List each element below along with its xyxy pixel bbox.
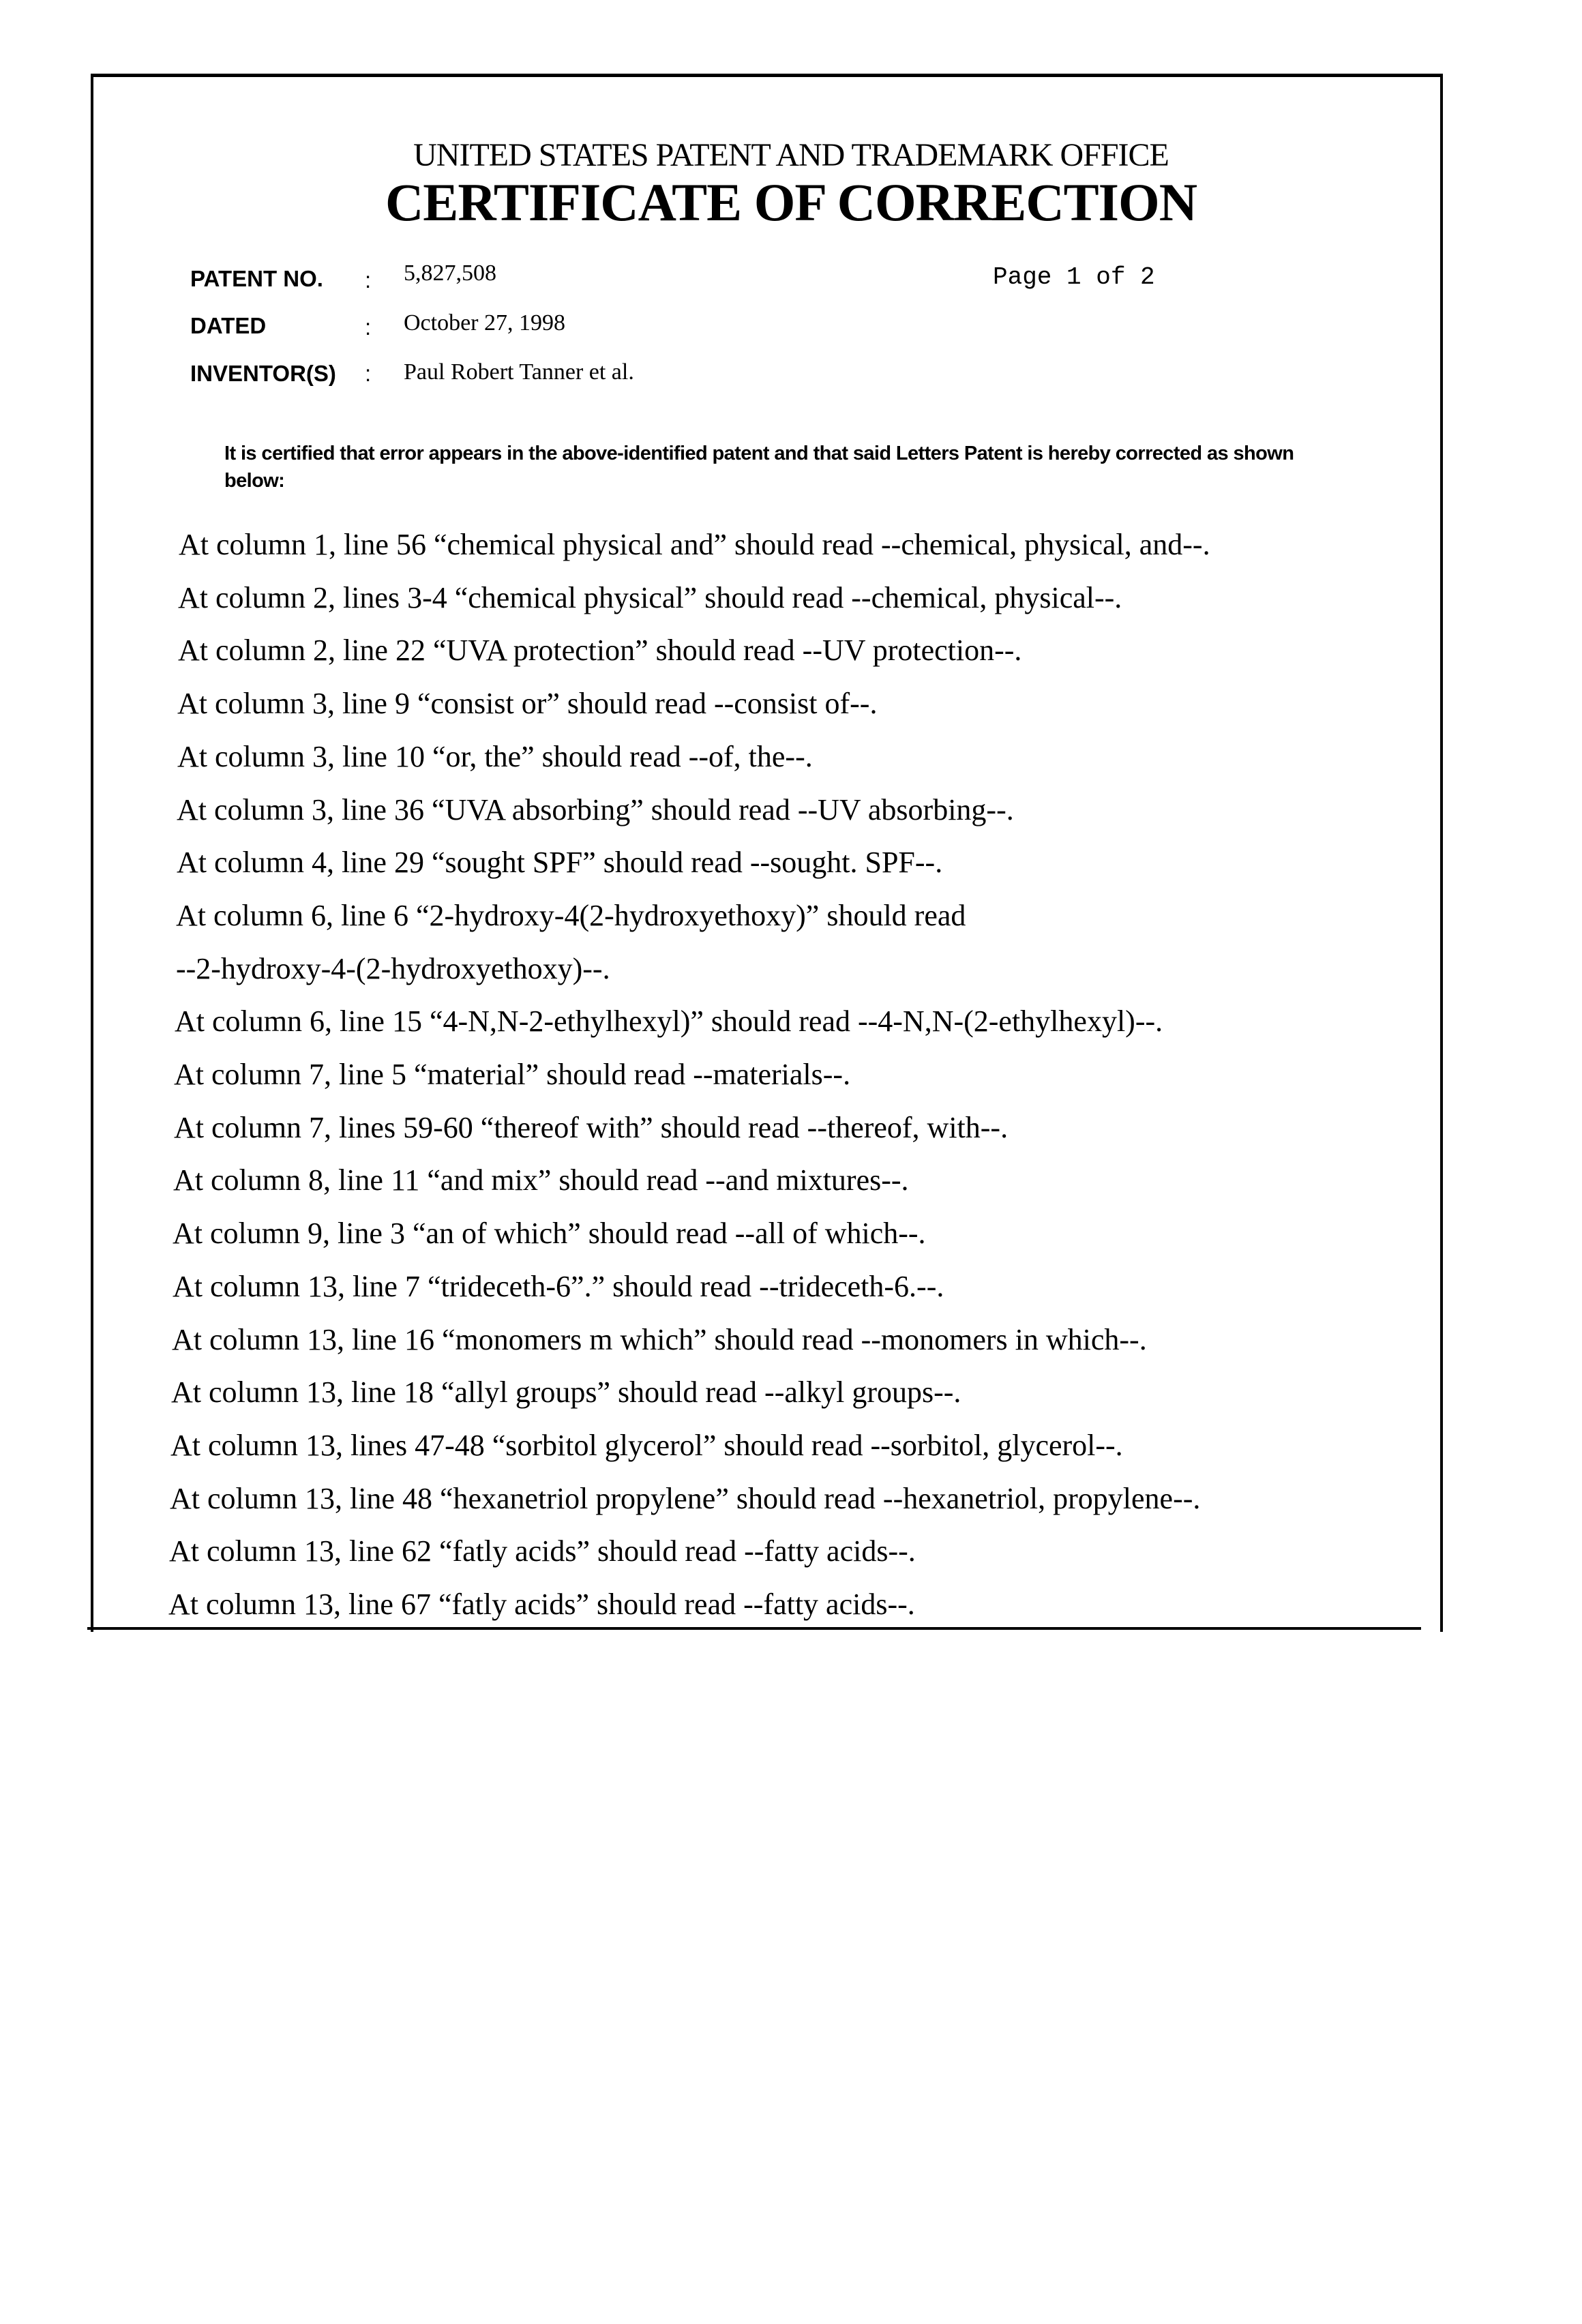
- correction-line: At column 7, line 5 “material” should read --materials--.: [174, 1048, 1417, 1101]
- correction-line: At column 13, line 62 “fatly acids” should read --fatty acids--.: [169, 1525, 1417, 1578]
- correction-line: At column 3, line 9 “consist or” should read --consist of--.: [177, 677, 1417, 730]
- correction-line: At column 6, line 15 “4-N,N-2-ethylhexyl)” should read --4-N,N-(2-ethylhexyl)--.: [175, 995, 1417, 1048]
- correction-line: At column 13, line 18 “allyl groups” should read --alkyl groups--.: [171, 1366, 1417, 1419]
- correction-line-continuation: --2-hydroxy-4-(2-hydroxyethoxy)--.: [176, 942, 1417, 996]
- correction-line: At column 3, line 10 “or, the” should read --of, the--.: [177, 730, 1417, 784]
- page-indicator: Page 1 of 2: [993, 263, 1155, 291]
- correction-line: At column 3, line 36 “UVA absorbing” should read --UV absorbing--.: [177, 784, 1417, 837]
- correction-line: At column 6, line 6 “2-hydroxy-4(2-hydroxyethoxy)” should read: [176, 889, 1417, 942]
- correction-line: At column 13, line 16 “monomers m which” should read --monomers in which--.: [172, 1313, 1417, 1367]
- correction-line: At column 1, line 56 “chemical physical and” should read --chemical, physical, and--.: [179, 518, 1417, 571]
- document-title: CERTIFICATE OF CORRECTION: [0, 172, 1582, 233]
- correction-line: At column 4, line 29 “sought SPF” should read --sought. SPF--.: [177, 836, 1417, 889]
- correction-line: At column 13, lines 47-48 “sorbitol glycerol” should read --sorbitol, glycerol--.: [170, 1419, 1417, 1472]
- dated-value: October 27, 1998: [404, 310, 565, 336]
- dated-colon: :: [365, 314, 371, 340]
- correction-line: At column 13, line 7 “trideceth-6”.” should read --trideceth-6.--.: [173, 1260, 1417, 1313]
- certification-statement: It is certified that error appears in the above-identified patent and that said Letters Patent is hereby corrected as shown below:: [224, 440, 1343, 494]
- corrections-list: [176, 518, 1417, 1631]
- dated-label: DATED: [190, 313, 266, 339]
- correction-line: At column 7, lines 59-60 “thereof with” should read --thereof, with--.: [174, 1101, 1417, 1154]
- correction-line: At column 13, line 67 “fatly acids” should read --fatty acids--.: [168, 1578, 1417, 1631]
- correction-line: At column 8, line 11 “and mix” should read --and mixtures--.: [173, 1154, 1417, 1207]
- correction-line: At column 9, line 3 “an of which” should read --all of which--.: [173, 1207, 1417, 1260]
- patent-number-value: 5,827,508: [404, 260, 496, 286]
- inventor-label: INVENTOR(S): [190, 361, 336, 387]
- correction-line: At column 2, lines 3-4 “chemical physical” should read --chemical, physical--.: [178, 571, 1417, 625]
- patent-number-label: PATENT NO.: [190, 266, 323, 292]
- correction-line: At column 13, line 48 “hexanetriol propylene” should read --hexanetriol, propylene--.: [170, 1472, 1417, 1525]
- inventor-colon: :: [365, 361, 371, 387]
- correction-line: At column 2, line 22 “UVA protection” should read --UV protection--.: [178, 624, 1417, 677]
- inventor-value: Paul Robert Tanner et al.: [404, 359, 634, 385]
- patent-number-colon: :: [365, 267, 371, 293]
- agency-heading: UNITED STATES PATENT AND TRADEMARK OFFICE: [0, 136, 1582, 174]
